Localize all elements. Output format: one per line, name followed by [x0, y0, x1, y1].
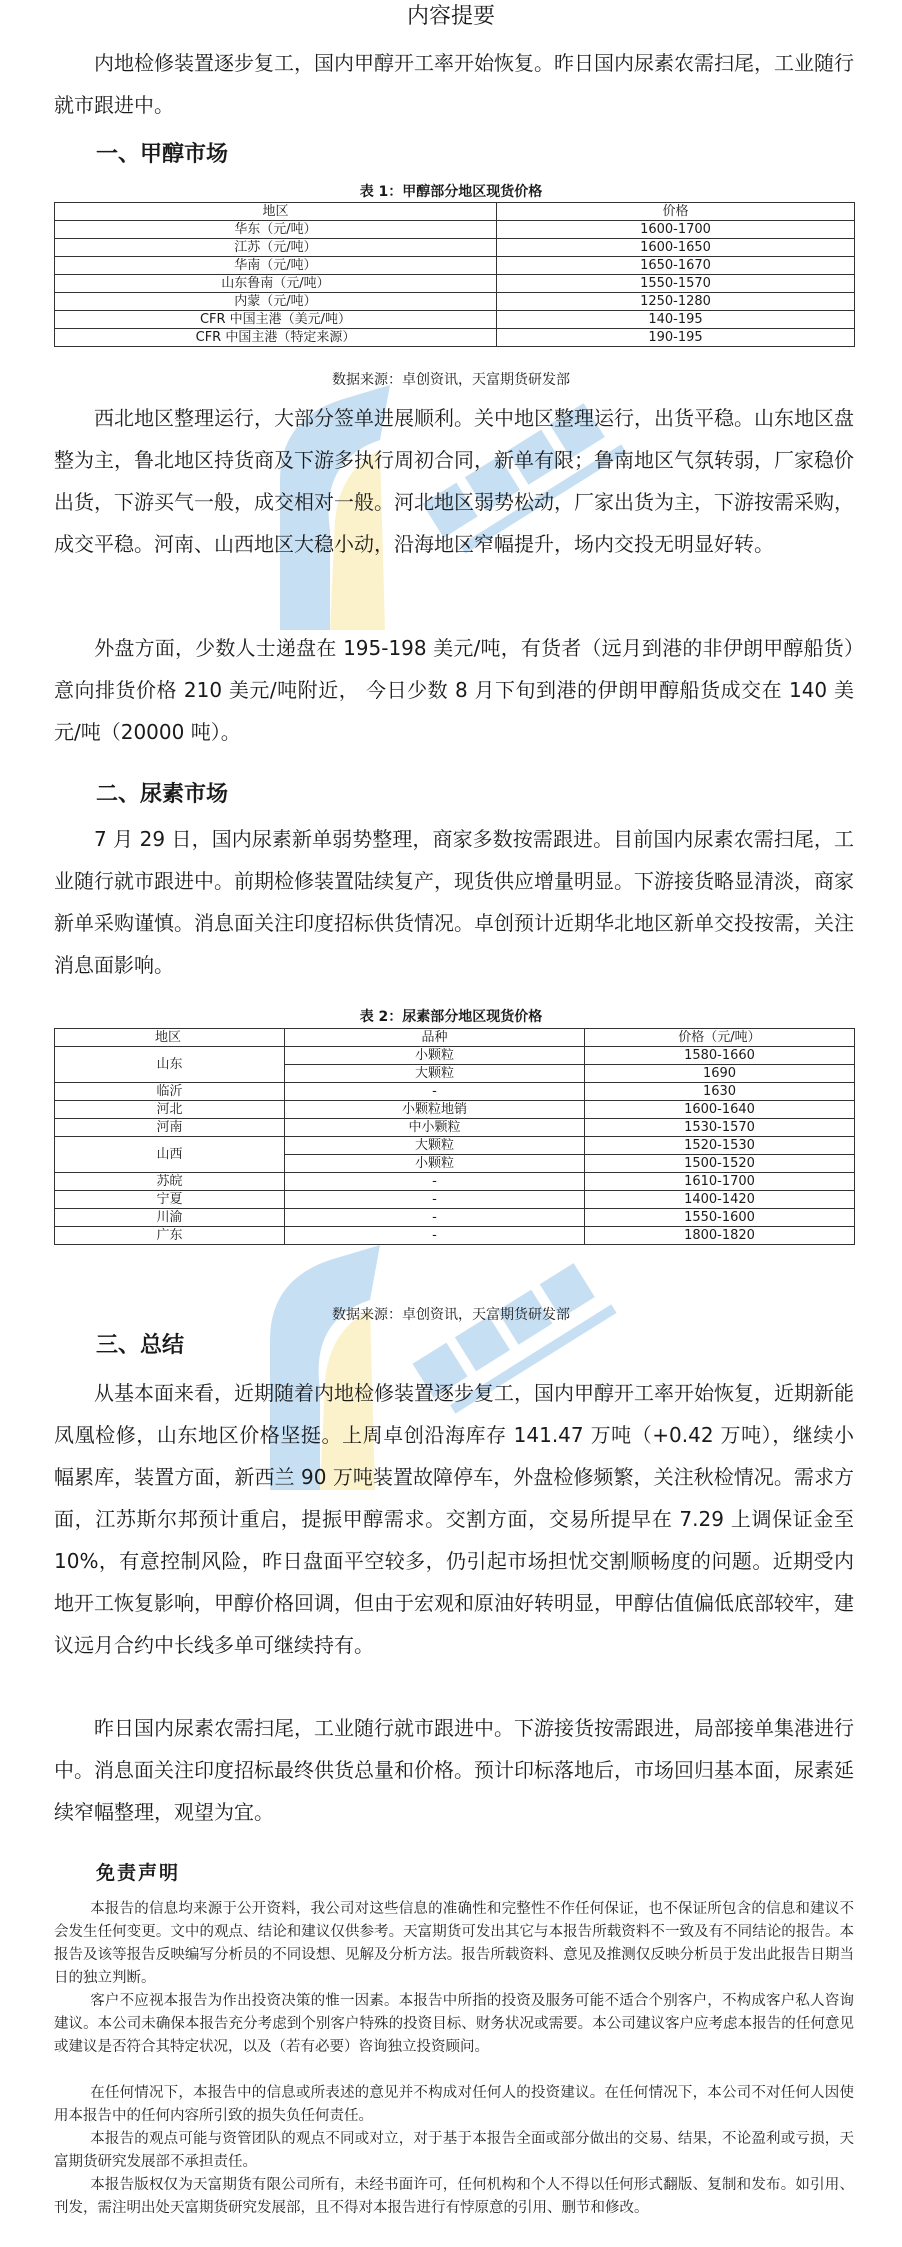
- region-cell: 江苏（元/吨）: [55, 239, 497, 257]
- price-cell: 1690: [585, 1065, 855, 1083]
- grade-cell: 大颗粒: [285, 1137, 585, 1155]
- table-row: [55, 1191, 855, 1209]
- disclaimer-paragraph-3: 在任何情况下，本报告中的信息或所表述的意见并不构成对任何人的投资建议。在任何情况下，本公司不对任何人因使用本报告中的任何内容所引致的损失负任何责任。: [54, 2085, 854, 2124]
- summary-paragraph-2: 昨日国内尿素农需扫尾，工业随行就市跟进中。下游接货按需跟进，局部接单集港进行中。消息面关注印度招标最终供货总量和价格。预计印标落地后，市场回归基本面，尿素延续窄幅整理，观望为宜。: [54, 1716, 854, 1824]
- price-cell: 1580-1660: [585, 1047, 855, 1065]
- region-cell: 内蒙（元/吨）: [55, 293, 497, 311]
- price-cell: 140-195: [497, 311, 855, 329]
- methanol-price-table: [54, 202, 855, 347]
- grade-cell: -: [285, 1083, 585, 1101]
- table-header-cell: 品种: [285, 1029, 585, 1047]
- region-cell: 华南（元/吨）: [55, 257, 497, 275]
- price-cell: 1520-1530: [585, 1137, 855, 1155]
- disclaimer-paragraph-5: 本报告版权仅为天富期货有限公司所有，未经书面许可，任何机构和个人不得以任何形式翻版、复制和发布。如引用、刊发，需注明出处天富期货研究发展部，且不得对本报告进行有悖原意的引用、删节和修改。: [54, 2177, 854, 2216]
- table-row: [55, 257, 855, 275]
- table-row: [55, 1047, 855, 1065]
- price-cell: 1630: [585, 1083, 855, 1101]
- table-row: [55, 275, 855, 293]
- table-header-row: [55, 203, 855, 221]
- price-cell: 1600-1640: [585, 1101, 855, 1119]
- grade-cell: 小颗粒: [285, 1047, 585, 1065]
- grade-cell: 小颗粒地销: [285, 1101, 585, 1119]
- section-heading-methanol: 一、甲醇市场: [96, 142, 229, 167]
- table-row: [55, 1101, 855, 1119]
- table-row: [55, 293, 855, 311]
- summary-paragraph-1: 从基本面来看，近期随着内地检修装置逐步复工，国内甲醇开工率开始恢复，近期新能凤凰检修，山东地区价格坚挺。上周卓创沿海库存 141.47 万吨（+0.42 万吨），继续小幅累库，装置方面，新西兰 90 万吨装置故障停车，外盘检修频繁，关注秋检情况。需求方面，江苏斯尔邦预计重启，提振甲醇需求。交割方面，交易所提早在 7.29 上调保证金至 10%，有意控制风险，昨日盘面平空较多，仍引起市场担忧交割顺畅度的问题。近期受内地开工恢复影响，甲醇价格回调，但由于宏观和原油好转明显，甲醇估值偏低底部较牢，建议远月合约中长线多单可继续持有。: [54, 1381, 854, 1657]
- disclaimer-paragraph-1: 本报告的信息均来源于公开资料，我公司对这些信息的准确性和完整性不作任何保证，也不保证所包含的信息和建议不会发生任何变更。文中的观点、结论和建议仅供参考。天富期货可发出其它与本报告所载资料不一致及有不同结论的报告。本报告及该等报告反映编写分析员的不同设想、见解及分析方法。报告所载资料、意见及推测仅反映分析员于发出此报告日期当日的独立判断。: [54, 1901, 854, 1986]
- section-heading-summary: 三、总结: [96, 1333, 185, 1358]
- region-cell: CFR 中国主港（特定来源）: [55, 329, 497, 347]
- region-cell: CFR 中国主港（美元/吨）: [55, 311, 497, 329]
- price-cell: 1600-1700: [497, 221, 855, 239]
- region-cell: 山西: [55, 1137, 285, 1173]
- methanol-paragraph-2: 外盘方面，少数人士递盘在 195-198 美元/吨，有货者（远月到港的非伊朗甲醇船货）意向排货价格 210 美元/吨附近， 今日少数 8 月下旬到港的伊朗甲醇船货成交在 140 美元/吨（20000 吨）。: [54, 636, 854, 744]
- table-row: [55, 221, 855, 239]
- table2-caption: 表 2：尿素部分地区现货价格: [359, 1009, 543, 1025]
- grade-cell: 大颗粒: [285, 1065, 585, 1083]
- table-header-cell: 价格（元/吨）: [585, 1029, 855, 1047]
- table1-caption: 表 1：甲醇部分地区现货价格: [359, 184, 543, 200]
- table-row: [55, 1083, 855, 1101]
- price-cell: 1550-1600: [585, 1209, 855, 1227]
- price-cell: 1650-1670: [497, 257, 855, 275]
- price-cell: 1610-1700: [585, 1173, 855, 1191]
- urea-paragraph-1: 7 月 29 日，国内尿素新单弱势整理，商家多数按需跟进。目前国内尿素农需扫尾，工业随行就市跟进中。前期检修装置陆续复产，现货供应增量明显。下游接货略显清淡，商家新单采购谨慎。消息面关注印度招标供货情况。卓创预计近期华北地区新单交投按需，关注消息面影响。: [54, 827, 854, 977]
- price-cell: 1550-1570: [497, 275, 855, 293]
- table-row: [55, 1137, 855, 1155]
- region-cell: 川渝: [55, 1209, 285, 1227]
- grade-cell: 小颗粒: [285, 1155, 585, 1173]
- price-cell: 190-195: [497, 329, 855, 347]
- table2-source: 数据来源：卓创资讯，天富期货研发部: [332, 1307, 570, 1323]
- table-row: [55, 329, 855, 347]
- region-cell: 河北: [55, 1101, 285, 1119]
- disclaimer-paragraph-4: 本报告的观点可能与资管团队的观点不同或对立，对于基于本报告全面或部分做出的交易、结果，不论盈利或亏损，天富期货研究发展部不承担责任。: [54, 2131, 854, 2170]
- region-cell: 宁夏: [55, 1191, 285, 1209]
- grade-cell: -: [285, 1173, 585, 1191]
- region-cell: 苏皖: [55, 1173, 285, 1191]
- price-cell: 1600-1650: [497, 239, 855, 257]
- table1-source: 数据来源：卓创资讯，天富期货研发部: [332, 372, 570, 388]
- section-heading-urea: 二、尿素市场: [96, 782, 229, 807]
- table-row: [55, 1209, 855, 1227]
- table-row: [55, 239, 855, 257]
- grade-cell: -: [285, 1209, 585, 1227]
- region-cell: 广东: [55, 1227, 285, 1245]
- region-cell: 临沂: [55, 1083, 285, 1101]
- price-cell: 1530-1570: [585, 1119, 855, 1137]
- urea-price-table: [54, 1028, 855, 1245]
- price-cell: 1250-1280: [497, 293, 855, 311]
- table-header-cell: 地区: [55, 1029, 285, 1047]
- price-cell: 1400-1420: [585, 1191, 855, 1209]
- grade-cell: 中小颗粒: [285, 1119, 585, 1137]
- grade-cell: -: [285, 1191, 585, 1209]
- table-row: [55, 311, 855, 329]
- page-title: 内容提要: [406, 4, 495, 29]
- price-cell: 1800-1820: [585, 1227, 855, 1245]
- price-cell: 1500-1520: [585, 1155, 855, 1173]
- region-cell: 山东鲁南（元/吨）: [55, 275, 497, 293]
- region-cell: 山东: [55, 1047, 285, 1083]
- region-cell: 华东（元/吨）: [55, 221, 497, 239]
- intro-paragraph: 内地检修装置逐步复工，国内甲醇开工率开始恢复。昨日国内尿素农需扫尾，工业随行就市跟进中。: [54, 51, 854, 117]
- table-row: [55, 1173, 855, 1191]
- table-header-cell: 地区: [55, 203, 497, 221]
- table-header-row: [55, 1029, 855, 1047]
- region-cell: 河南: [55, 1119, 285, 1137]
- table-row: [55, 1119, 855, 1137]
- disclaimer-paragraph-2: 客户不应视本报告为作出投资决策的惟一因素。本报告中所指的投资及服务可能不适合个别客户，不构成客户私人咨询建议。本公司未确保本报告充分考虑到个别客户特殊的投资目标、财务状况或需要。本公司建议客户应考虑本报告的任何意见或建议是否符合其特定状况，以及（若有必要）咨询独立投资顾问。: [54, 1993, 854, 2055]
- grade-cell: -: [285, 1227, 585, 1245]
- table-header-cell: 价格: [497, 203, 855, 221]
- methanol-paragraph-1: 西北地区整理运行，大部分签单进展顺利。关中地区整理运行，出货平稳。山东地区盘整为主，鲁北地区持货商及下游多执行周初合同，新单有限；鲁南地区气氛转弱，厂家稳价出货，下游买气一般，成交相对一般。河北地区弱势松动，厂家出货为主，下游按需采购，成交平稳。河南、山西地区大稳小动，沿海地区窄幅提升，场内交投无明显好转。: [54, 406, 854, 556]
- table-row: [55, 1227, 855, 1245]
- disclaimer-title: 免责声明: [96, 1862, 181, 1884]
